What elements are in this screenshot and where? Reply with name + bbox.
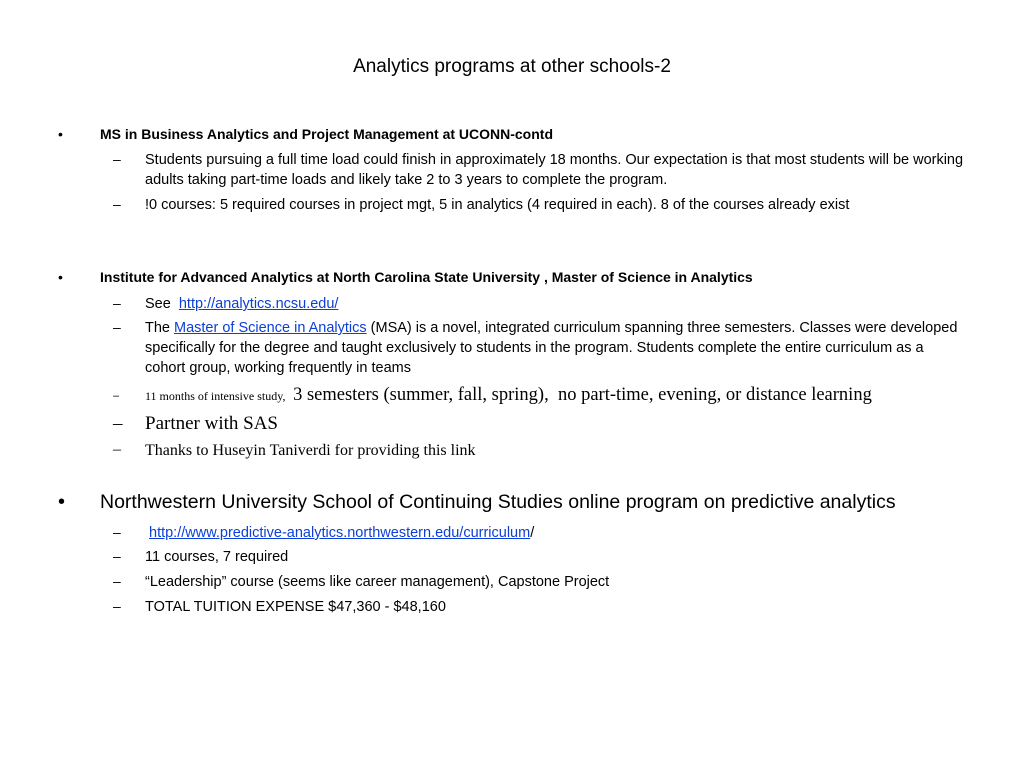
list-item-months	[145, 385, 1005, 406]
dash-marker: –	[113, 598, 121, 614]
bullet-marker: •	[58, 491, 66, 513]
see-prefix: See	[145, 296, 179, 312]
msa-prefix: The	[145, 320, 175, 336]
dash-marker: –	[113, 196, 121, 212]
dash-marker: –	[113, 151, 121, 167]
dash-marker: –	[113, 413, 123, 434]
months-large-text: 3 semesters (summer, fall, spring), no part-time, evening, or distance learning	[288, 385, 872, 405]
list-item: TOTAL TUITION EXPENSE $47,360 - $48,160	[145, 599, 446, 615]
list-item-msa	[145, 318, 965, 378]
list-item: 11 courses, 7 required	[145, 549, 289, 565]
section-heading-ncsu: Institute for Advanced Analytics at North Carolina State University , Master of Science in Analytics	[100, 269, 753, 285]
dash-marker: –	[113, 524, 121, 540]
list-item: Students pursuing a full time load could finish in approximately 18 months. Our expectation is that most students will be working adults taking part-time loads and likely take 2 to 3 years to complete the program.	[145, 152, 964, 188]
list-item-partner: Partner with SAS	[145, 413, 278, 434]
ncsu-link[interactable]: http://analytics.ncsu.edu/	[178, 296, 339, 312]
months-small-text: 11 months of intensive study,	[145, 389, 289, 403]
bullet-marker: •	[58, 126, 63, 142]
list-item-thanks: Thanks to Huseyin Taniverdi for providing this link	[145, 442, 476, 459]
section-heading-uconn: MS in Business Analytics and Project Management at UCONN-contd	[100, 126, 554, 142]
msa-link[interactable]: Master of Science in Analytics	[174, 320, 367, 336]
link-suffix: /	[530, 525, 535, 541]
dash-marker: –	[113, 573, 121, 589]
list-item: !0 courses: 5 required courses in project mgt, 5 in analytics (4 required in each). 8 of the courses already exist	[145, 197, 850, 213]
dash-marker: –	[113, 319, 121, 335]
dash-marker: –	[113, 390, 120, 402]
list-item-see	[145, 294, 965, 314]
msa-description: (MSA) is a novel, integrated curriculum spanning three semesters. Classes were developed specifically for the degree and taught exclusively to students in the program. Students complete the entire curriculum as a cohort group, working frequently in teams	[145, 320, 958, 376]
dash-marker: –	[113, 295, 121, 311]
list-item: “Leadership” course (seems like career management), Capstone Project	[145, 574, 610, 590]
bullet-marker: •	[58, 269, 63, 285]
dash-marker: –	[113, 441, 121, 458]
list-item-link	[149, 523, 969, 543]
slide-title: Analytics programs at other schools-2	[353, 56, 671, 77]
northwestern-link[interactable]: http://www.predictive-analytics.northwestern.edu/curriculum	[149, 525, 531, 541]
section-heading-northwestern: Northwestern University School of Continuing Studies online program on predictive analytics	[100, 491, 896, 513]
dash-marker: –	[113, 548, 121, 564]
